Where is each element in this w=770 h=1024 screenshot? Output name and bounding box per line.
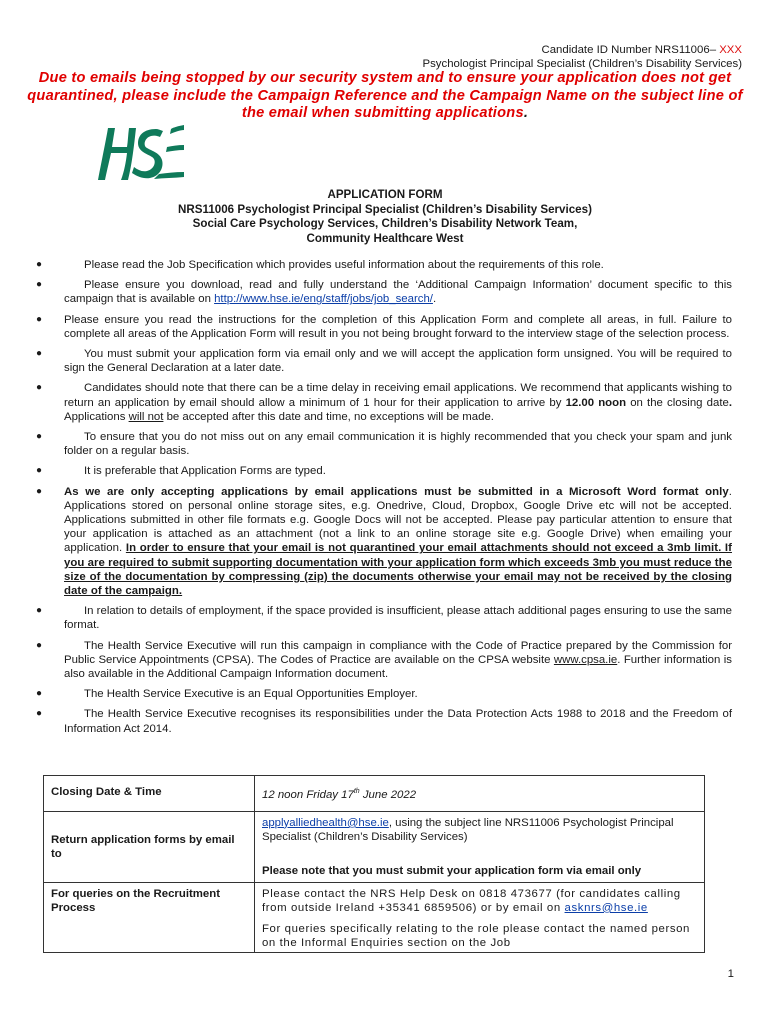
table-row xyxy=(44,776,705,812)
closing-date-suffix: th xyxy=(353,788,360,795)
bullet-text: be accepted after this date and time, no exceptions will be made. xyxy=(163,410,494,423)
bullet-text: . xyxy=(728,396,732,409)
email-only-note: Please note that you must submit your application form via email only xyxy=(262,864,642,877)
bullet-icon: ● xyxy=(36,348,43,360)
bullet-icon: ● xyxy=(36,382,43,394)
warning-period: . xyxy=(523,105,529,121)
form-title xyxy=(0,188,770,246)
title-line-1: APPLICATION FORM xyxy=(327,188,443,201)
title-line-3: Social Care Psychology Services, Children’s Disability Network Team, xyxy=(192,217,578,231)
job-search-link[interactable]: http://www.hse.ie/eng/staff/jobs/job_search/ xyxy=(214,293,433,306)
apply-email-link[interactable]: applyalliedhealth@hse.ie xyxy=(262,816,389,829)
list-item xyxy=(36,430,732,458)
bullet-text: You must submit your application form via email only and we will accept the application form unsigned. You will be required to sign the General Declaration at a later date. xyxy=(64,348,732,375)
hse-logo xyxy=(94,122,186,184)
list-item xyxy=(36,313,732,341)
instruction-list xyxy=(36,258,732,742)
bullet-text: In relation to details of employment, if the space provided is insufficient, please attach additional pages ensuring to use the same format. xyxy=(64,605,732,632)
closing-date-text: 12 noon Friday 17 xyxy=(262,788,354,801)
header-job-title: Psychologist Principal Specialist (Children’s Disability Services) xyxy=(422,58,742,70)
bullet-text: Candidates should note that there can be a time delay in receiving email applications. We recommend that applicants wishing to return an application by email should allow a minimum of 1 hour for their application to arrive by xyxy=(64,382,732,409)
table-row xyxy=(44,882,705,952)
bullet-icon: ● xyxy=(36,259,43,270)
list-item xyxy=(36,347,732,375)
closing-date-label: Closing Date & Time xyxy=(44,776,255,812)
bullet-text: Please ensure you download, read and fully understand the ‘Additional Campaign Information’ document specific to this campaign that is available on xyxy=(64,279,732,306)
bullet-icon: ● xyxy=(36,708,43,720)
closing-time: 12.00 noon xyxy=(565,396,627,409)
list-item xyxy=(36,278,732,306)
will-not-emphasis: will not xyxy=(128,410,164,423)
bullet-icon: ● xyxy=(36,431,43,443)
bullet-text: The Health Service Executive is an Equal Opportunities Employer. xyxy=(84,688,418,701)
attachment-size-notice: In order to ensure that your email is not quarantined your email attachments should not exceed a 3mb limit. If you are required to submit supporting documentation with your application form which exceeds 3mb you must reduce the size of the documentation by compressing (zip) the documents otherwise your email may not be received by the closing date of the campaign. xyxy=(64,542,732,598)
bullet-icon: ● xyxy=(36,688,43,700)
return-forms-label: Return application forms by email to xyxy=(44,811,255,882)
list-item xyxy=(36,687,732,701)
bullet-text: Applications xyxy=(64,410,129,423)
candidate-id-line xyxy=(423,43,742,57)
details-table xyxy=(43,775,705,953)
asknrs-email-link[interactable]: asknrs@hse.ie xyxy=(564,901,648,914)
role-queries-text: For queries specifically relating to the role please contact the named person on the Informal Enquiries section on the Job xyxy=(262,922,690,949)
bullet-icon: ● xyxy=(36,279,43,291)
return-forms-text: , using the subject line NRS11006 Psychologist Principal Specialist (Children’s Disability Services) xyxy=(262,816,674,843)
title-line-4: Community Healthcare West xyxy=(306,231,464,245)
bullet-text: . Further information is also available in the Additional Campaign Information document. xyxy=(64,653,732,681)
list-item xyxy=(36,485,732,599)
bullet-icon: ● xyxy=(36,485,43,497)
warning-text: Due to emails being stopped by our security system and to ensure your application does not get quarantined, please include the Campaign Reference and the Campaign Name on the subject line of the email when submitting applications xyxy=(27,70,743,121)
bullet-text: . xyxy=(432,293,437,306)
bullet-text: The Health Service Executive recognises its responsibilities under the Data Protection Acts 1988 to 2018 and the Freedom of Information Act 2014. xyxy=(64,708,732,735)
quarantine-warning xyxy=(24,70,746,123)
word-format-notice: As we are only accepting applications by email applications must be submitted in a Microsoft Word format only xyxy=(64,485,729,498)
bullet-icon: ● xyxy=(36,313,43,325)
candidate-id-placeholder: XXX xyxy=(719,44,742,56)
list-item xyxy=(36,639,732,682)
return-forms-value xyxy=(255,811,705,882)
recruitment-queries-value xyxy=(255,882,705,952)
bullet-icon: ● xyxy=(36,465,43,477)
cpsa-link[interactable]: www.cpsa.ie xyxy=(553,653,618,666)
table-row xyxy=(44,811,705,882)
list-item xyxy=(36,464,732,478)
bullet-text: The Health Service Executive will run this campaign in compliance with the Code of Practice prepared by the Commission for Public Service Appointments (CPSA). The Codes of Practice are available on the CPSA website xyxy=(64,639,732,666)
document-header xyxy=(423,43,742,71)
bullet-text: Please read the Job Specification which provides useful information about the requirements of this role. xyxy=(84,259,604,271)
recruitment-queries-label: For queries on the Recruitment Process xyxy=(44,882,255,952)
list-item xyxy=(36,258,732,272)
closing-date-value xyxy=(255,776,705,812)
help-desk-text: Please contact the NRS Help Desk on 0818 473677 (for candidates calling from outside Ireland +35341 6859506) or by email on xyxy=(262,887,681,914)
bullet-icon: ● xyxy=(36,639,43,651)
bullet-text: It is preferable that Application Forms are typed. xyxy=(84,465,326,478)
closing-date-text: June 2022 xyxy=(359,788,417,801)
candidate-id-label: Candidate ID Number NRS11006– xyxy=(541,44,720,56)
bullet-text: . Applications stored on personal online storage sites, e.g. Onedrive, Cloud, Dropbox, Google Drive etc will not be accepted. Applications submitted in other file formats e.g. Google Docs will not be accepted. Please pay particular attention to ensure that your application is attached as an attachment (not a link to an online storage site e.g. Google Drive) when emailing your application. xyxy=(64,485,732,555)
list-item xyxy=(36,381,732,424)
title-line-2: NRS11006 Psychologist Principal Specialist (Children’s Disability Services) xyxy=(178,202,592,216)
list-item xyxy=(36,604,732,632)
page-number: 1 xyxy=(727,968,734,980)
list-item xyxy=(36,707,732,735)
bullet-text: on the closing date xyxy=(626,396,729,409)
bullet-text: Please ensure you read the instructions for the completion of this Application Form and complete all areas, in full. Failure to complete all areas of the Application Form will result in you not being brought forward to the interview stage of the selection process. xyxy=(64,313,732,340)
bullet-icon: ● xyxy=(36,605,43,617)
bullet-text: To ensure that you do not miss out on any email communication it is highly recommended that you check your spam and junk folder on a regular basis. xyxy=(64,431,732,458)
